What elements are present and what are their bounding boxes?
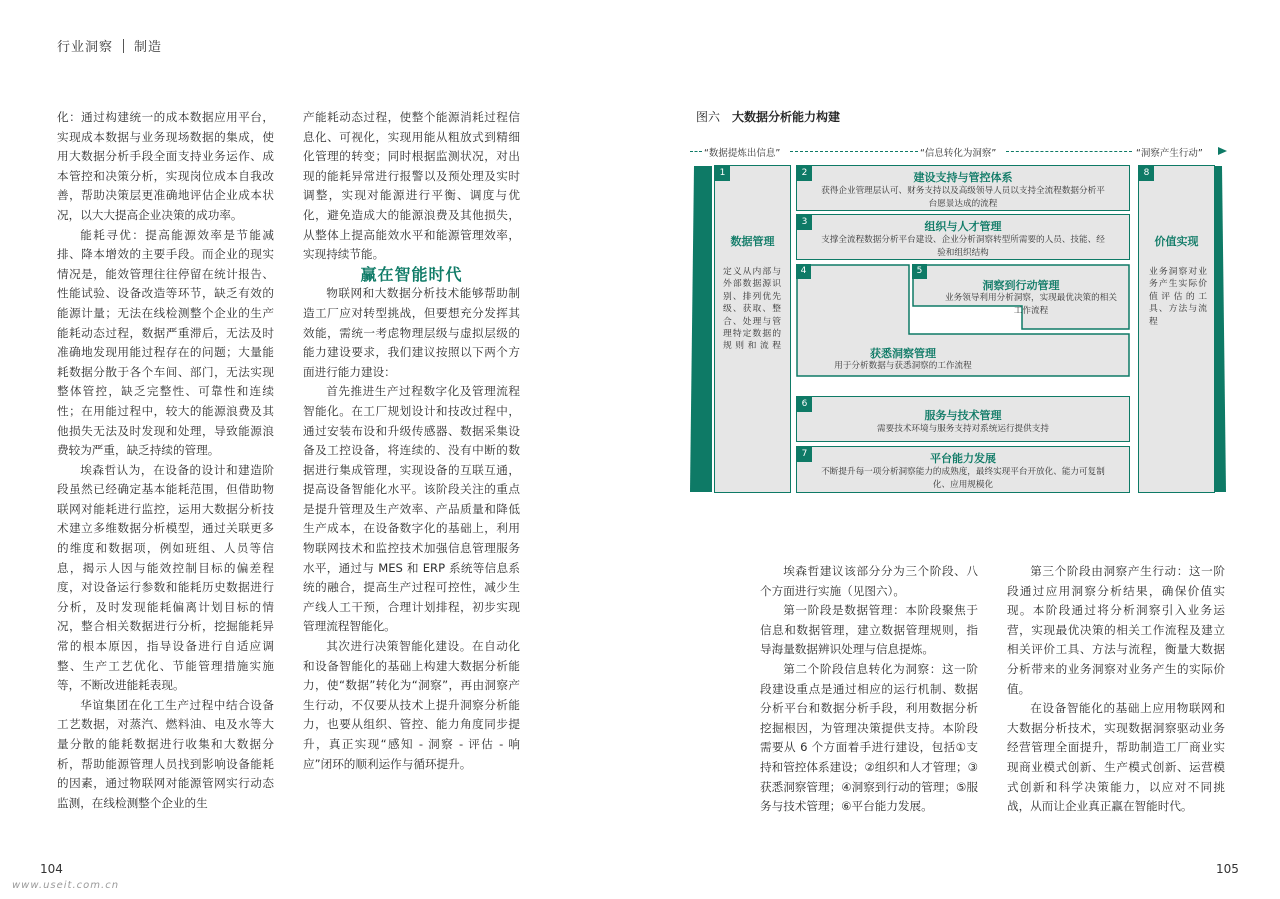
- figure-title: 大数据分析能力构建: [732, 110, 841, 124]
- box-insight-to-action: [912, 264, 1130, 330]
- box-3-desc: 支撑全流程数据分析平台建设、企业分析洞察转型所需要的人员、技能、经验和组织结构: [821, 235, 1105, 258]
- box-5-title: 洞察到行动管理: [982, 279, 1060, 292]
- paragraph: 华谊集团在化工生产过程中结合设备工艺数据，对蒸汽、燃料油、电及水等大量分散的能耗数据进行收集和大数据分析，帮助能源管理人员找到影响设备能耗的因素，通过物联网对能源管网实行动态监测，在线检测整个企业的生: [57, 697, 274, 810]
- paragraph: 埃森哲建议该部分分为三个阶段、八个方面进行实施（见图六）。: [760, 564, 978, 598]
- box-4-number: 4: [796, 264, 811, 279]
- stage-label-3: “洞察产生行动”: [1136, 148, 1203, 159]
- watermark: www.useit.com.cn: [12, 880, 120, 891]
- box-7-desc: 不断提升每一项分析洞察能力的成熟度，最终实现平台开放化、能力可复制化、应用规模化: [821, 467, 1105, 490]
- box-6-desc: 需要技术环境与服务支持对系统运行提供支持: [877, 424, 1049, 434]
- box-service-tech: [796, 396, 1130, 442]
- paragraph: 物联网和大数据分析技术能够帮助制造工厂应对转型挑战，但要想充分发挥其效能，需统一考虑物理层级与虚拟层级的能力建设要求，我们建议按照以下两个方面进行能力建设：: [303, 286, 520, 379]
- box-2-number: 2: [797, 166, 812, 181]
- box-data-management: [714, 165, 791, 493]
- page-number-right: 105: [1216, 862, 1239, 876]
- stage-line-1: [790, 151, 918, 152]
- box-5-number: 5: [912, 264, 927, 279]
- box-7-number: 7: [797, 447, 812, 462]
- box-5-desc: 业务领导利用分析洞察，实现最优决策的相关工作流程: [945, 293, 1117, 316]
- box-governance: [796, 165, 1130, 211]
- header-section: 制造: [134, 40, 163, 55]
- text-column-3: [760, 562, 978, 817]
- box-2-title: 建设支持与管控体系: [913, 171, 1013, 184]
- box-2-desc: 获得企业管理层认可、财务支持以及高级领导人员以支持全流程数据分析平台愿景达成的流程: [821, 186, 1105, 209]
- box-4-desc: 用于分析数据与获悉洞察的工作流程: [834, 361, 972, 371]
- paragraph: 第三个阶段由洞察产生行动：这一阶段通过应用洞察分析结果，确保价值实现。本阶段通过将分析洞察引入业务运营，实现最优决策的相关工作流程及建立相关评价工具、方法与流程，衡量大数据分析带来的业务洞察对业务产生的实际价值。: [1007, 564, 1225, 696]
- paragraph: 第二个阶段信息转化为洞察：这一阶段建设重点是通过相应的运行机制、数据分析平台和数据分析手段，利用数据分析挖掘根因，为管理决策提供支持。本阶段需要从 6 个方面着手进行建设，包括①支持和管控体系建设；②组织和人才管理；③获悉洞察管理；④洞察到行动的管理；⑤服务与技术管理；⑥平台能力发展。: [760, 661, 978, 814]
- text-column-1: [57, 108, 274, 813]
- box-7-title: 平台能力发展: [930, 452, 996, 465]
- box-1-number: 1: [715, 166, 730, 181]
- box-3-title: 组织与人才管理: [924, 220, 1002, 233]
- stage-label-2: “信息转化为洞察”: [920, 148, 997, 159]
- paragraph: 化：通过构建统一的成本数据应用平台，实现成本数据与业务现场数据的集成，使用大数据分析手段全面支持业务运作、成本管控和决策分析，实现岗位成本自我改善，帮助决策层更准确地评估企业成本状况，以大大提高企业决策的成功率。: [57, 110, 274, 222]
- box-3-number: 3: [797, 215, 812, 230]
- box-8-number: 8: [1139, 166, 1154, 181]
- paragraph: 在设备智能化的基础上应用物联网和大数据分析技术，实现数据洞察驱动业务经营管理全面提升，帮助制造工厂商业实现商业模式创新、生产模式创新、运营模式创新和科学决策能力，以应对不同挑战，从而让企业真正赢在智能时代。: [1007, 701, 1225, 814]
- box-org-talent: [796, 214, 1130, 260]
- paragraph: 能耗寻优：提高能源效率是节能减排、降本增效的主要手段。而企业的现实情况是，能效管理往往停留在统计报告、性能试验、设备改造等环节，缺乏有效的能源计量；无法在线检测整个企业的生产能耗动态过程，数据严重滞后，无法及时准确地发现用能过程存在的问题；大量能耗数据分散于各个车间、部门，无法实现整体管控，缺乏完整性、可靠性和连续性；在用能过程中，较大的能源浪费及其他损失无法及时发现和处理，导致能源浪费较为严重，缺乏持续的管理。: [57, 227, 274, 458]
- stage-line-3: [690, 151, 702, 152]
- left-stage-bar: [690, 164, 714, 494]
- header-category: 行业洞察: [57, 40, 114, 55]
- capability-diagram: [690, 140, 1230, 500]
- box-platform: [796, 446, 1130, 493]
- page-number-left: 104: [40, 862, 63, 876]
- box-6-title: 服务与技术管理: [924, 409, 1002, 422]
- figure-number: 图六: [696, 110, 721, 124]
- running-header: [57, 36, 162, 55]
- box-1-title: 数据管理: [730, 235, 775, 248]
- paragraph: 首先推进生产过程数字化及管理流程智能化。在工厂规划设计和技改过程中，通过安装布设和升级传感器、数据采集设备及工控设备，将连续的、没有中断的数据进行集成管理，实现设备的互联互通，提高设备智能化水平。该阶段关注的重点是提升管理及生产效率、产品质量和降低生产成本，在设备数字化的基础上，利用物联网技术和监控技术加强信息管理服务水平，通过与 MES 和 ERP 系统等信息系统的融合，提高生产过程可控性，减少生产线人工干预，合理计划排程，初步实现管理流程智能化。: [303, 384, 520, 634]
- text-column-4: [1007, 562, 1225, 817]
- paragraph: 埃森哲认为，在设备的设计和建造阶段虽然已经确定基本能耗范围，但借助物联网对能耗进行监控，运用大数据分析技术建立多维数据分析模型，通过关联更多的维度和数据项，例如班组、人员等信息，揭示人因与能效控制目标的偏差程度，对设备运行参数和能耗历史数据进行分析，及时发现能耗偏离计划目标的情况，整合相关数据进行分析，挖掘能耗异常的根本原因，指导设备进行自适应调整、生产工艺优化、节能管理措施实施等，不断改进能耗表现。: [57, 462, 274, 693]
- box-value-realization: [1138, 165, 1215, 493]
- paragraph: 产能耗动态过程，使整个能源消耗过程信息化、可视化，实现用能从粗放式到精细化管理的转变；同时根据监测状况，对出现的能耗异常进行报警以及预处理及实时调整，实现对能源进行平衡、调度与优化，避免造成大的能源浪费及其他损失，从整体上提高能效水平和能源管理效率，实现持续节能。: [303, 110, 520, 262]
- box-4-title: 获悉洞察管理: [870, 347, 936, 360]
- text-column-2: [303, 108, 520, 774]
- box-1-desc: 定义从内部与外部数据源识别、排列优先级、获取、整合、处理与管理特定数据的规则和流程: [723, 267, 781, 352]
- paragraph: 其次进行决策智能化建设。在自动化和设备智能化的基础上构建大数据分析能力，使“数据”转化为“洞察”，再由洞察产生行动，不仅要从技术上提升洞察分析能力，也要从组织、管控、能力角度同步提升，真正实现“感知 - 洞察 - 评估 - 响应”闭环的顺利运作与循环提升。: [303, 639, 520, 771]
- paragraph: 第一阶段是数据管理：本阶段聚焦于信息和数据管理，建立数据管理规则，指导海量数据辨识处理与信息提炼。: [760, 603, 978, 657]
- stage-label-1: “数据提炼出信息”: [704, 148, 781, 159]
- box-8-title: 价值实现: [1154, 235, 1199, 248]
- box-6-number: 6: [797, 397, 812, 412]
- stage-line-2: [1006, 151, 1132, 152]
- section-title: 赢在智能时代: [360, 264, 463, 284]
- header-divider: [123, 39, 124, 53]
- figure-caption: [696, 108, 840, 125]
- arrow-head-icon: [1218, 146, 1228, 156]
- box-8-desc: 业务洞察对业务产生实际价值评估的工具、方法与流程: [1149, 267, 1207, 327]
